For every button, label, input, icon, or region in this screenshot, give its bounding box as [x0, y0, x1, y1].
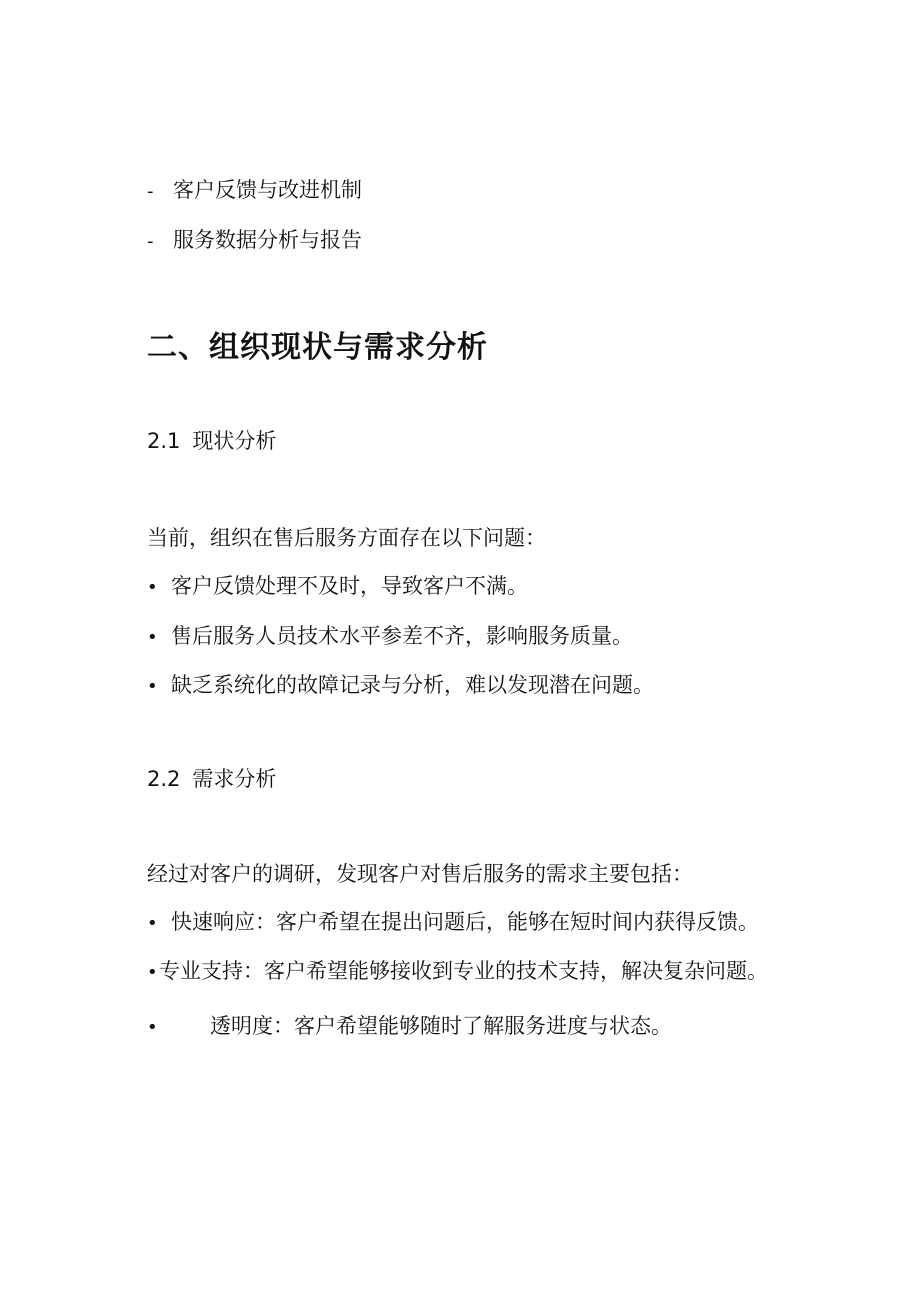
bullet-text: 透明度：客户希望能够随时了解服务进度与状态。: [210, 1014, 672, 1038]
subsection-title: 现状分析: [192, 429, 277, 453]
bullet-marker: •: [147, 627, 158, 648]
bullet-marker: •: [147, 676, 158, 697]
bullet-marker: •: [147, 1017, 158, 1038]
subsection-number: 2.2: [147, 767, 181, 791]
subsection-heading-2-2: [147, 765, 276, 793]
bullet-text: 快速响应：客户希望在提出问题后，能够在短时间内获得反馈。: [171, 910, 759, 934]
bullet-text: 售后服务人员技术水平参差不齐，影响服务质量。: [171, 624, 633, 648]
subsection-title: 需求分析: [192, 767, 277, 791]
bullet-text: 专业支持：客户希望能够接收到专业的技术支持，解决复杂问题。: [159, 959, 768, 983]
bullet-item: [147, 671, 654, 701]
bullet-item: [147, 908, 759, 938]
bullet-item: [147, 957, 768, 987]
bullet-text: 客户反馈处理不及时，导致客户不满。: [171, 574, 528, 598]
section-heading: 二、组织现状与需求分析: [147, 330, 488, 365]
list-item: [147, 176, 362, 206]
paragraph: 当前，组织在售后服务方面存在以下问题：: [147, 526, 546, 550]
dash-marker: -: [147, 231, 154, 252]
bullet-item: [147, 622, 633, 652]
paragraph: 经过对客户的调研，发现客户对售后服务的需求主要包括：: [147, 862, 693, 886]
list-item: [147, 226, 362, 256]
bullet-marker: •: [147, 962, 158, 983]
bullet-text: 缺乏系统化的故障记录与分析，难以发现潜在问题。: [171, 673, 654, 697]
list-item-text: 服务数据分析与报告: [173, 228, 362, 252]
bullet-marker: •: [147, 913, 158, 934]
list-item-text: 客户反馈与改进机制: [173, 178, 362, 202]
bullet-item: [147, 572, 528, 602]
dash-marker: -: [147, 181, 154, 202]
subsection-number: 2.1: [147, 429, 181, 453]
subsection-heading-2-1: [147, 427, 276, 455]
bullet-marker: •: [147, 577, 158, 598]
bullet-item: [147, 1012, 672, 1042]
